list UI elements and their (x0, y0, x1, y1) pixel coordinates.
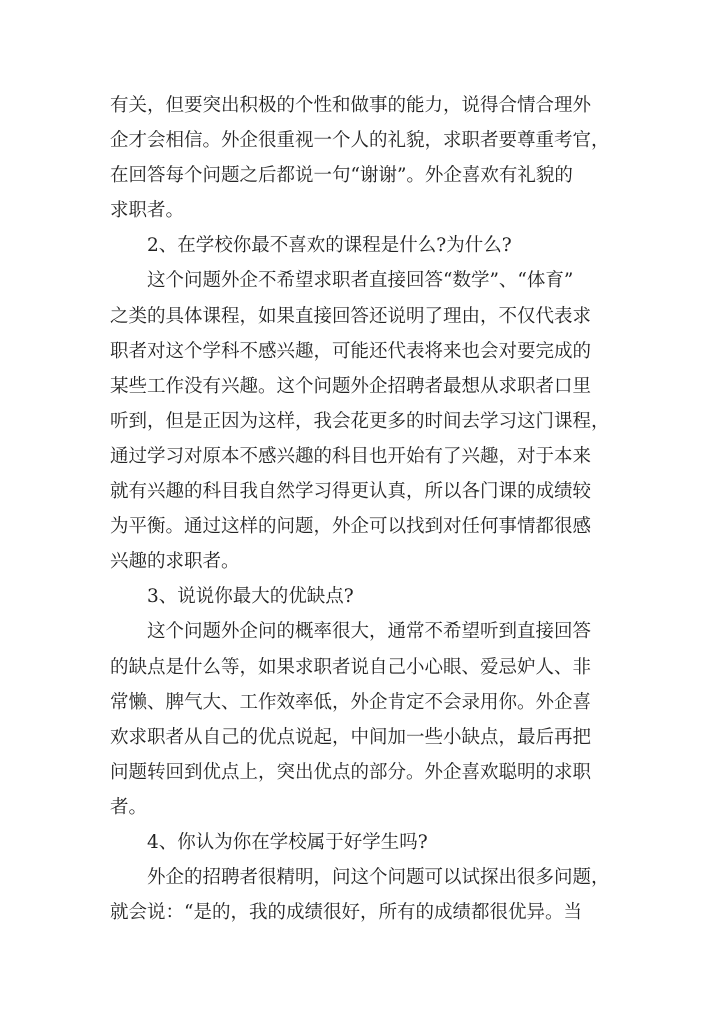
document-body (110, 88, 615, 930)
body-line: 有关，但要突出积极的个性和做事的能力，说得合情合理外 (110, 95, 592, 116)
body-line: 职者对这个学科不感兴趣，可能还代表将来也会对要完成的 (110, 340, 592, 362)
body-line: 就有兴趣的科目我自然学习得更认真，所以各门课的成绩较 (110, 481, 592, 503)
body-line: 听到，但是正因为这样，我会花更多的时间去学习这门课程， (110, 410, 610, 432)
body-line: 的缺点是什么等，如果求职者说自己小心眼、爱忌妒人、非 (110, 656, 592, 678)
body-line: 求职者。 (110, 200, 185, 222)
question-heading: 4、你认为你在学校属于好学生吗? (147, 831, 428, 853)
body-line: 通过学习对原本不感兴趣的科目也开始有了兴趣，对于本来 (110, 445, 592, 467)
body-line: 者。 (110, 796, 148, 818)
body-line: 欢求职者从自己的优点说起，中间加一些小缺点，最后再把 (110, 726, 592, 748)
body-line: 常懒、脾气大、工作效率低，外企肯定不会录用你。外企喜 (110, 691, 592, 713)
body-line: 企才会相信。外企很重视一个人的礼貌，求职者要尊重考官， (110, 130, 610, 152)
paragraph-first-line: 外企的招聘者很精明，问这个问题可以试探出很多问题， (147, 867, 610, 889)
body-line: 就会说：“是的，我的成绩很好，所有的成绩都很优异。当 (110, 902, 582, 924)
body-line: 之类的具体课程，如果直接回答还说明了理由，不仅代表求 (110, 305, 592, 327)
body-line: 为平衡。通过这样的问题，外企可以找到对任何事情都很感 (110, 516, 592, 538)
paragraph-first-line: 这个问题外企问的概率很大，通常不希望听到直接回答 (147, 621, 592, 643)
body-line: 某些工作没有兴趣。这个问题外企招聘者最想从求职者口里 (110, 375, 592, 397)
body-line: 兴趣的求职者。 (110, 551, 240, 573)
body-line: 问题转回到优点上，突出优点的部分。外企喜欢聪明的求职 (110, 761, 592, 783)
question-heading: 3、说说你最大的优缺点? (147, 586, 354, 608)
question-heading: 2、在学校你最不喜欢的课程是什么?为什么? (147, 235, 512, 257)
body-line: 在回答每个问题之后都说一句“谢谢”。外企喜欢有礼貌的 (110, 165, 573, 187)
paragraph-first-line: 这个问题外企不希望求职者直接回答“数学”、“体育” (147, 270, 574, 292)
